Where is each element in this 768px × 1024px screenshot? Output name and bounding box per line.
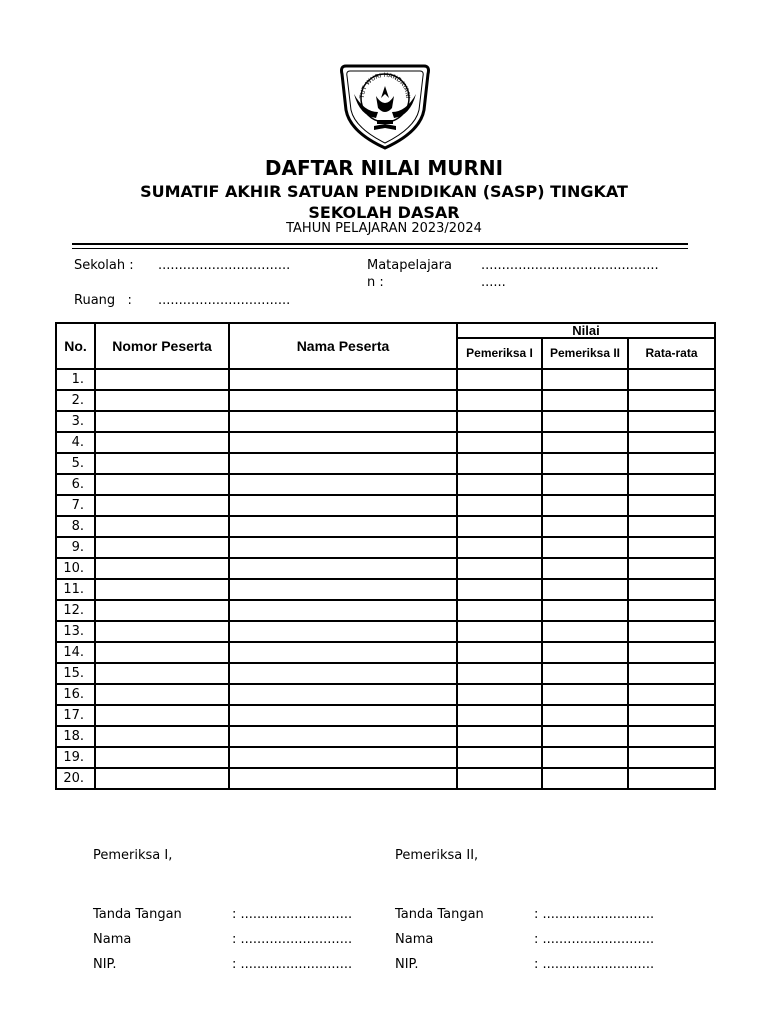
pemeriksa-1-cell[interactable] <box>457 411 542 432</box>
nomor-peserta-cell[interactable] <box>95 411 229 432</box>
no-cell: 17. <box>56 705 95 726</box>
nomor-peserta-cell[interactable] <box>95 768 229 789</box>
table-row <box>56 516 715 537</box>
signature-left-title: Pemeriksa I, <box>93 848 173 863</box>
no-cell: 18. <box>56 726 95 747</box>
nomor-peserta-cell[interactable] <box>95 642 229 663</box>
pemeriksa-1-cell[interactable] <box>457 558 542 579</box>
pemeriksa-2-cell[interactable] <box>542 537 628 558</box>
rata-rata-cell[interactable] <box>628 768 715 789</box>
nama-peserta-cell[interactable] <box>229 600 457 621</box>
grade-table <box>55 322 716 790</box>
rata-rata-cell[interactable] <box>628 642 715 663</box>
nomor-peserta-cell[interactable] <box>95 726 229 747</box>
pemeriksa-1-cell[interactable] <box>457 600 542 621</box>
nama-peserta-cell[interactable] <box>229 453 457 474</box>
matapelajaran-value[interactable] <box>481 257 659 291</box>
no-cell: 8. <box>56 516 95 537</box>
nama-peserta-cell[interactable] <box>229 684 457 705</box>
subtitle-line-2: SEKOLAH DASAR <box>308 203 460 222</box>
pemeriksa-1-cell[interactable] <box>457 579 542 600</box>
table-row <box>56 432 715 453</box>
pemeriksa-2-cell[interactable] <box>542 411 628 432</box>
nama-peserta-cell[interactable] <box>229 516 457 537</box>
table-row <box>56 621 715 642</box>
pemeriksa-2-cell[interactable] <box>542 768 628 789</box>
nomor-peserta-cell[interactable] <box>95 684 229 705</box>
no-cell: 6. <box>56 474 95 495</box>
col-header-nomor-peserta: Nomor Peserta <box>95 323 229 369</box>
pemeriksa-1-cell[interactable] <box>457 495 542 516</box>
nama-peserta-cell[interactable] <box>229 642 457 663</box>
matapelajaran-label-line-2: n : <box>367 275 384 290</box>
col-header-no: No. <box>56 323 95 369</box>
left-nip-field[interactable]: : ........................... <box>232 957 353 972</box>
document-subtitle <box>0 181 768 223</box>
pemeriksa-1-cell[interactable] <box>457 768 542 789</box>
pemeriksa-2-cell[interactable] <box>542 705 628 726</box>
pemeriksa-1-cell[interactable] <box>457 726 542 747</box>
subtitle-line-1: SUMATIF AKHIR SATUAN PENDIDIKAN (SASP) TINGKAT <box>140 182 628 201</box>
pemeriksa-1-cell[interactable] <box>457 516 542 537</box>
pemeriksa-2-cell[interactable] <box>542 579 628 600</box>
nama-peserta-cell[interactable] <box>229 768 457 789</box>
pemeriksa-1-cell[interactable] <box>457 621 542 642</box>
table-row <box>56 642 715 663</box>
svg-text:TUT WURI HANDAYANI <box>359 72 411 100</box>
left-nip-label: NIP. <box>93 957 117 972</box>
nomor-peserta-cell[interactable] <box>95 369 229 390</box>
table-row <box>56 663 715 684</box>
no-cell: 9. <box>56 537 95 558</box>
pemeriksa-1-cell[interactable] <box>457 453 542 474</box>
rata-rata-cell[interactable] <box>628 369 715 390</box>
sekolah-label: Sekolah : <box>74 258 134 273</box>
nomor-peserta-cell[interactable] <box>95 579 229 600</box>
col-header-pemeriksa-2: Pemeriksa II <box>542 338 628 369</box>
rata-rata-cell[interactable] <box>628 705 715 726</box>
right-nip-label: NIP. <box>395 957 419 972</box>
table-row <box>56 768 715 789</box>
table-row <box>56 705 715 726</box>
no-cell: 20. <box>56 768 95 789</box>
nomor-peserta-cell[interactable] <box>95 663 229 684</box>
ruang-value[interactable]: ................................ <box>158 293 291 308</box>
nomor-peserta-cell[interactable] <box>95 537 229 558</box>
pemeriksa-2-cell[interactable] <box>542 726 628 747</box>
ruang-label: Ruang : <box>74 293 132 308</box>
nama-peserta-cell[interactable] <box>229 432 457 453</box>
grade-table-body <box>56 369 715 789</box>
nama-peserta-cell[interactable] <box>229 411 457 432</box>
nomor-peserta-cell[interactable] <box>95 474 229 495</box>
pemeriksa-2-cell[interactable] <box>542 474 628 495</box>
nama-peserta-cell[interactable] <box>229 747 457 768</box>
nomor-peserta-cell[interactable] <box>95 747 229 768</box>
no-cell: 1. <box>56 369 95 390</box>
matapelajaran-value-line-1: ........................................... <box>481 258 659 273</box>
table-row <box>56 390 715 411</box>
pemeriksa-1-cell[interactable] <box>457 390 542 411</box>
right-tanda-tangan-field[interactable]: : ........................... <box>534 907 655 922</box>
nama-peserta-cell[interactable] <box>229 537 457 558</box>
rata-rata-cell[interactable] <box>628 537 715 558</box>
no-cell: 13. <box>56 621 95 642</box>
rata-rata-cell[interactable] <box>628 432 715 453</box>
table-row <box>56 453 715 474</box>
nomor-peserta-cell[interactable] <box>95 453 229 474</box>
pemeriksa-2-cell[interactable] <box>542 390 628 411</box>
pemeriksa-2-cell[interactable] <box>542 642 628 663</box>
col-header-nama-peserta: Nama Peserta <box>229 323 457 369</box>
rata-rata-cell[interactable] <box>628 684 715 705</box>
pemeriksa-1-cell[interactable] <box>457 663 542 684</box>
rata-rata-cell[interactable] <box>628 453 715 474</box>
table-row <box>56 747 715 768</box>
pemeriksa-1-cell[interactable] <box>457 747 542 768</box>
right-nip-field[interactable]: : ........................... <box>534 957 655 972</box>
col-header-rata-rata: Rata-rata <box>628 338 715 369</box>
pemeriksa-1-cell[interactable] <box>457 684 542 705</box>
pemeriksa-2-cell[interactable] <box>542 453 628 474</box>
no-cell: 14. <box>56 642 95 663</box>
no-cell: 7. <box>56 495 95 516</box>
table-row <box>56 579 715 600</box>
matapelajaran-label-line-1: Matapelajara <box>367 258 452 273</box>
pemeriksa-1-cell[interactable] <box>457 537 542 558</box>
pemeriksa-2-cell[interactable] <box>542 747 628 768</box>
no-cell: 15. <box>56 663 95 684</box>
no-cell: 12. <box>56 600 95 621</box>
no-cell: 3. <box>56 411 95 432</box>
table-row <box>56 600 715 621</box>
right-nama-label: Nama <box>395 932 434 947</box>
nomor-peserta-cell[interactable] <box>95 558 229 579</box>
nama-peserta-cell[interactable] <box>229 558 457 579</box>
no-cell: 2. <box>56 390 95 411</box>
nomor-peserta-cell[interactable] <box>95 495 229 516</box>
nama-peserta-cell[interactable] <box>229 621 457 642</box>
pemeriksa-2-cell[interactable] <box>542 684 628 705</box>
rata-rata-cell[interactable] <box>628 390 715 411</box>
pemeriksa-2-cell[interactable] <box>542 558 628 579</box>
nama-peserta-cell[interactable] <box>229 726 457 747</box>
matapelajaran-value-line-2: ...... <box>481 275 506 290</box>
nama-peserta-cell[interactable] <box>229 705 457 726</box>
pemeriksa-1-cell[interactable] <box>457 432 542 453</box>
rata-rata-cell[interactable] <box>628 411 715 432</box>
right-tanda-tangan-label: Tanda Tangan <box>395 907 484 922</box>
nama-peserta-cell[interactable] <box>229 369 457 390</box>
header-divider-thin <box>72 248 688 249</box>
pemeriksa-2-cell[interactable] <box>542 432 628 453</box>
rata-rata-cell[interactable] <box>628 621 715 642</box>
academic-year: TAHUN PELAJARAN 2023/2024 <box>286 221 482 236</box>
pemeriksa-1-cell[interactable] <box>457 642 542 663</box>
table-row <box>56 474 715 495</box>
pemeriksa-2-cell[interactable] <box>542 621 628 642</box>
nama-peserta-cell[interactable] <box>229 474 457 495</box>
nomor-peserta-cell[interactable] <box>95 390 229 411</box>
no-cell: 5. <box>56 453 95 474</box>
col-header-nilai: Nilai <box>457 323 715 338</box>
left-nama-field[interactable]: : ........................... <box>232 932 353 947</box>
pemeriksa-2-cell[interactable] <box>542 495 628 516</box>
no-cell: 4. <box>56 432 95 453</box>
nomor-peserta-cell[interactable] <box>95 705 229 726</box>
col-header-pemeriksa-1: Pemeriksa I <box>457 338 542 369</box>
rata-rata-cell[interactable] <box>628 516 715 537</box>
pemeriksa-2-cell[interactable] <box>542 516 628 537</box>
table-row <box>56 558 715 579</box>
nama-peserta-cell[interactable] <box>229 579 457 600</box>
pemeriksa-1-cell[interactable] <box>457 369 542 390</box>
table-row <box>56 537 715 558</box>
no-cell: 16. <box>56 684 95 705</box>
rata-rata-cell[interactable] <box>628 747 715 768</box>
rata-rata-cell[interactable] <box>628 474 715 495</box>
no-cell: 19. <box>56 747 95 768</box>
nama-peserta-cell[interactable] <box>229 390 457 411</box>
pemeriksa-2-cell[interactable] <box>542 600 628 621</box>
rata-rata-cell[interactable] <box>628 495 715 516</box>
pemeriksa-2-cell[interactable] <box>542 369 628 390</box>
left-tanda-tangan-label: Tanda Tangan <box>93 907 182 922</box>
header-divider-thick <box>72 243 688 245</box>
table-row <box>56 684 715 705</box>
document-title: DAFTAR NILAI MURNI <box>264 156 504 180</box>
rata-rata-cell[interactable] <box>628 558 715 579</box>
nama-peserta-cell[interactable] <box>229 495 457 516</box>
tut-wuri-handayani-logo <box>338 60 432 152</box>
rata-rata-cell[interactable] <box>628 600 715 621</box>
nama-peserta-cell[interactable] <box>229 663 457 684</box>
nomor-peserta-cell[interactable] <box>95 516 229 537</box>
signature-right-title: Pemeriksa II, <box>395 848 479 863</box>
no-cell: 10. <box>56 558 95 579</box>
table-row <box>56 369 715 390</box>
no-cell: 11. <box>56 579 95 600</box>
nomor-peserta-cell[interactable] <box>95 621 229 642</box>
left-tanda-tangan-field[interactable]: : ........................... <box>232 907 353 922</box>
rata-rata-cell[interactable] <box>628 726 715 747</box>
pemeriksa-2-cell[interactable] <box>542 663 628 684</box>
logo-motto-text: TUT WURI HANDAYANI <box>358 71 412 99</box>
pemeriksa-1-cell[interactable] <box>457 474 542 495</box>
rata-rata-cell[interactable] <box>628 579 715 600</box>
pemeriksa-1-cell[interactable] <box>457 705 542 726</box>
nomor-peserta-cell[interactable] <box>95 600 229 621</box>
rata-rata-cell[interactable] <box>628 663 715 684</box>
table-row <box>56 495 715 516</box>
right-nama-field[interactable]: : ........................... <box>534 932 655 947</box>
matapelajaran-label <box>367 257 452 291</box>
table-row <box>56 411 715 432</box>
nomor-peserta-cell[interactable] <box>95 432 229 453</box>
table-row <box>56 726 715 747</box>
left-nama-label: Nama <box>93 932 132 947</box>
sekolah-value[interactable]: ................................ <box>158 258 291 273</box>
